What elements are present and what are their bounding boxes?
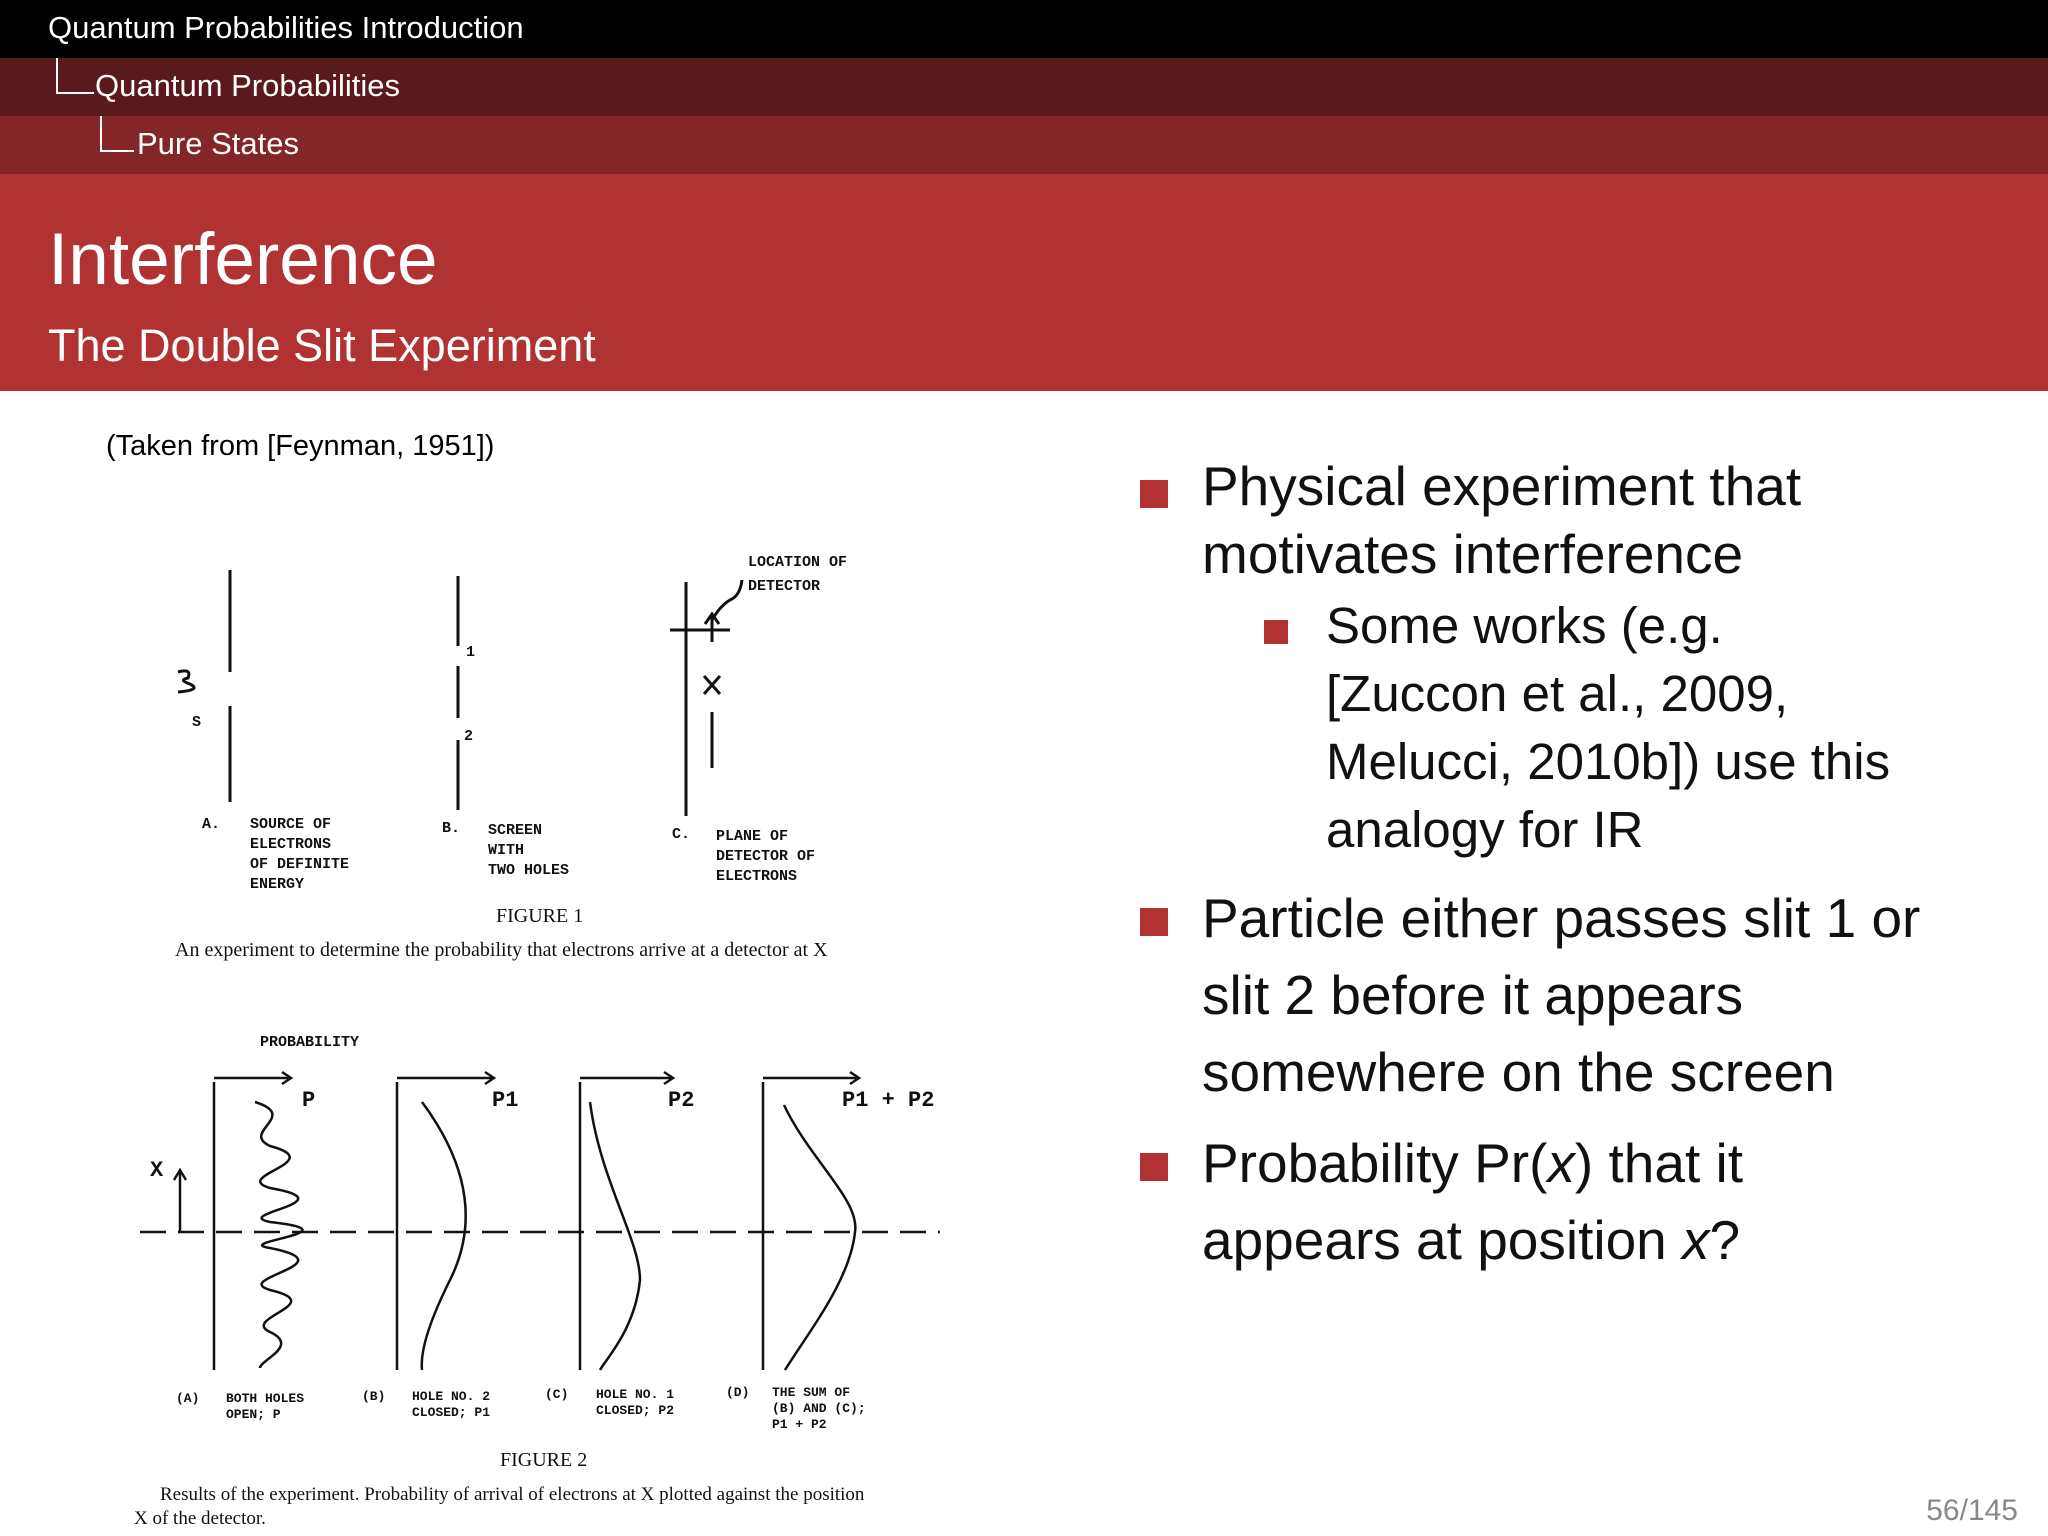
- sub-bullet-line-1: Some works (e.g.: [1326, 597, 1723, 654]
- page-number: [1926, 1494, 2018, 1528]
- cap-c-3: ELECTRONS: [716, 868, 798, 885]
- cap-a-1: SOURCE OF: [250, 816, 332, 833]
- panel-d-letter: (D): [726, 1385, 750, 1400]
- x-marker: [704, 676, 720, 694]
- cap-c-2: DETECTOR OF: [716, 848, 816, 865]
- page-separator: /: [1959, 1494, 1968, 1527]
- feynman-figure: [120, 520, 970, 1536]
- nav-subsection-bar[interactable]: [0, 58, 2048, 116]
- nav-subsubsection-bar[interactable]: [0, 116, 2048, 174]
- nav-section-bar[interactable]: [0, 0, 2048, 58]
- curve-p2: [590, 1102, 640, 1370]
- tree-elbow-icon: [100, 116, 134, 152]
- cap-a-3: OF DEFINITE: [250, 856, 350, 873]
- cap-c-1: PLANE OF: [716, 828, 789, 845]
- label-slit1: 1: [466, 644, 476, 661]
- cap-b-3: TWO HOLES: [488, 862, 570, 879]
- cap-b-letter: B.: [442, 820, 461, 837]
- bullet-square-icon: [1140, 1153, 1168, 1181]
- bullet-2-line-3: somewhere on the screen: [1202, 1041, 1835, 1103]
- figure2-diagram: [140, 1072, 940, 1370]
- curve-sum: [784, 1105, 855, 1370]
- bullet-1-line-2: motivates interference: [1202, 523, 1744, 585]
- panel-b-letter: (B): [362, 1389, 386, 1404]
- bullet-3-mid: ) that it: [1574, 1132, 1744, 1194]
- bullet-3-var: x: [1547, 1132, 1575, 1194]
- x-axis-label: X: [150, 1158, 164, 1183]
- cap-b-2: WITH: [488, 842, 525, 859]
- bullet-2-line-2: slit 2 before it appears: [1202, 964, 1744, 1026]
- label-s: S: [192, 714, 202, 731]
- figure-credit: (Taken from [Feynman, 1951]): [106, 430, 495, 462]
- bullet-list: [1140, 452, 2000, 1279]
- panel-d-3: P1 + P2: [772, 1417, 827, 1432]
- bullet-1-line-1: Physical experiment that: [1202, 455, 1802, 517]
- label-location: LOCATION OF: [748, 554, 848, 571]
- bullet-square-icon: [1140, 908, 1168, 936]
- panel-c-2: CLOSED; P2: [596, 1403, 675, 1418]
- slide-subtitle: The Double Slit Experiment: [48, 320, 596, 371]
- electron-gun-icon: [178, 671, 194, 692]
- page-total: 145: [1967, 1494, 2018, 1527]
- curve-p: [255, 1102, 302, 1368]
- figure2-caption-2: X of the detector.: [134, 1508, 266, 1529]
- bullet-3-line-2: [1202, 1202, 2000, 1279]
- bullet-square-icon: [1264, 620, 1288, 644]
- figure1-diagram: [178, 570, 742, 816]
- panel-d-1: THE SUM OF: [772, 1385, 851, 1400]
- figure2-caption-1: Results of the experiment. Probability of arrival of electrons at X plotted against the position: [160, 1484, 865, 1505]
- label-p1p2: P1 + P2: [842, 1088, 935, 1113]
- panel-a-1: BOTH HOLES: [226, 1391, 305, 1406]
- label-p2: P2: [668, 1088, 695, 1113]
- nav-subsubsection-label: Pure States: [137, 126, 299, 161]
- sub-bullet-1: [1140, 592, 2000, 864]
- label-detector: DETECTOR: [748, 578, 821, 595]
- label-slit2: 2: [464, 728, 474, 745]
- page-current: 56: [1926, 1494, 1960, 1527]
- slide-title: Interference: [48, 219, 438, 300]
- bullet-3-line2: appears at position: [1202, 1209, 1683, 1271]
- sub-bullet-line-4: analogy for IR: [1326, 801, 1644, 858]
- panel-c-1: HOLE NO. 1: [596, 1387, 675, 1402]
- figure1-caption: An experiment to determine the probability that electrons arrive at a detector at X: [175, 939, 828, 961]
- panel-a-letter: (A): [176, 1391, 200, 1406]
- bullet-3-pre: Probability Pr(: [1202, 1132, 1548, 1194]
- bullet-square-icon: [1140, 480, 1168, 508]
- cap-b-1: SCREEN: [488, 822, 543, 839]
- bullet-3-end: ?: [1709, 1209, 1741, 1271]
- sub-bullet-line-3: Melucci, 2010b]) use this: [1326, 733, 1891, 790]
- bullet-3: [1140, 1125, 2000, 1279]
- panel-c-letter: (C): [545, 1387, 569, 1402]
- cap-a-4: ENERGY: [250, 876, 305, 893]
- cap-c-letter: C.: [672, 826, 691, 843]
- tree-elbow-icon: [56, 58, 94, 94]
- slide-header: [0, 174, 2048, 391]
- bullet-3-line-1: [1202, 1125, 2000, 1202]
- bullet-3-var2: x: [1682, 1209, 1710, 1271]
- nav-section-label: Quantum Probabilities Introduction: [48, 10, 524, 45]
- panel-a-2: OPEN; P: [226, 1407, 281, 1422]
- figure1-title: FIGURE 1: [496, 905, 584, 927]
- bullet-1: [1140, 452, 2000, 588]
- sub-bullet-line-2: [Zuccon et al., 2009,: [1326, 665, 1789, 722]
- figure2-title: FIGURE 2: [500, 1449, 588, 1471]
- cap-a-letter: A.: [202, 816, 221, 833]
- panel-d-2: (B) AND (C);: [772, 1401, 866, 1416]
- nav-subsection-label: Quantum Probabilities: [95, 68, 400, 103]
- bullet-2: [1140, 880, 2000, 1111]
- panel-b-2: CLOSED; P1: [412, 1405, 491, 1420]
- label-p1: P1: [492, 1088, 519, 1113]
- label-p: P: [302, 1088, 316, 1113]
- cap-a-2: ELECTRONS: [250, 836, 332, 853]
- panel-b-1: HOLE NO. 2: [412, 1389, 491, 1404]
- probability-label: PROBABILITY: [260, 1034, 360, 1051]
- bullet-2-line-1: Particle either passes slit 1 or: [1202, 887, 1921, 949]
- curve-p1: [422, 1102, 466, 1370]
